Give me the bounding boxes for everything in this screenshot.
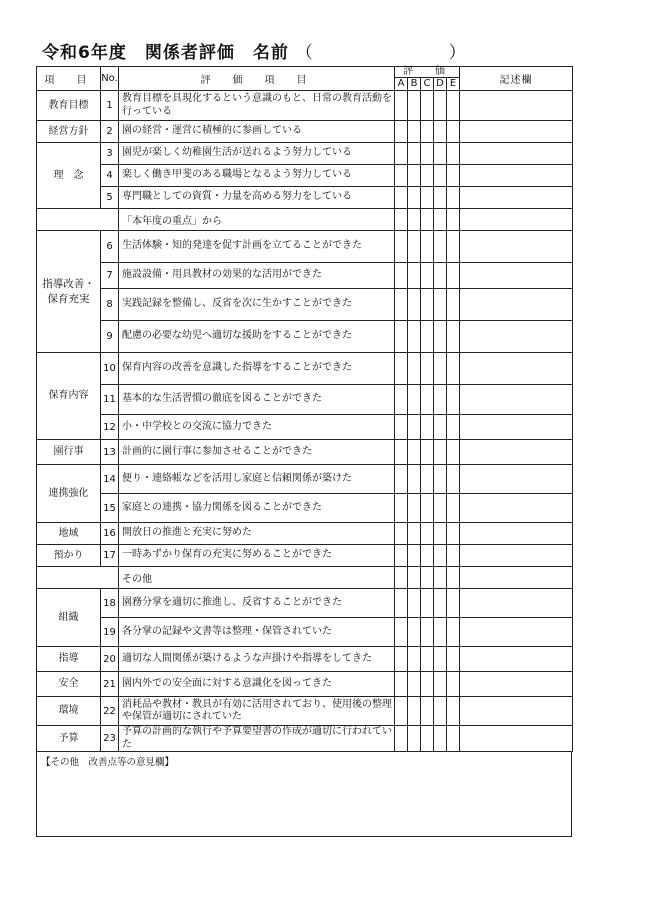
grade-a: A <box>397 78 405 89</box>
eval-cell-e[interactable] <box>447 618 460 647</box>
item-number: 4 <box>101 165 119 187</box>
eval-cell-b[interactable] <box>408 523 421 545</box>
eval-cell-a[interactable] <box>395 465 408 494</box>
item-number: 12 <box>101 415 119 440</box>
eval-cell-b[interactable] <box>408 415 421 440</box>
eval-cell-d[interactable] <box>434 415 447 440</box>
category-cell: 指導 <box>37 647 101 672</box>
eval-cell-e[interactable] <box>447 415 460 440</box>
eval-cell-a[interactable] <box>395 672 408 697</box>
section-row <box>37 209 573 231</box>
eval-cell-d[interactable] <box>434 523 447 545</box>
eval-cell <box>447 567 460 589</box>
eval-cell-d[interactable] <box>434 697 447 726</box>
memo-cell[interactable] <box>460 618 573 647</box>
eval-cell-e[interactable] <box>447 523 460 545</box>
memo-cell <box>460 567 573 589</box>
eval-cell-d[interactable] <box>434 726 447 752</box>
evaluation-body <box>37 91 573 752</box>
table-row <box>37 415 573 440</box>
memo-cell[interactable] <box>460 647 573 672</box>
section-row <box>37 567 573 589</box>
memo-cell[interactable] <box>460 289 573 321</box>
item-number: 15 <box>101 494 119 523</box>
memo-cell[interactable] <box>460 672 573 697</box>
eval-cell-a[interactable] <box>395 618 408 647</box>
item-text: 生活体験・知的発達を促す計画を立てることができた <box>119 231 395 263</box>
eval-cell-b[interactable] <box>408 545 421 567</box>
item-text: 小・中学校との交流に協力できた <box>119 415 395 440</box>
name-paren-close: ） <box>448 43 467 63</box>
eval-cell-c[interactable] <box>421 726 434 752</box>
memo-cell[interactable] <box>460 440 573 465</box>
eval-cell-c[interactable] <box>421 589 434 618</box>
eval-cell-c[interactable] <box>421 91 434 121</box>
eval-cell-a[interactable] <box>395 726 408 752</box>
memo-cell[interactable] <box>460 353 573 385</box>
eval-cell-c[interactable] <box>421 647 434 672</box>
memo-cell[interactable] <box>460 321 573 353</box>
eval-cell-c[interactable] <box>421 231 434 263</box>
eval-cell-b[interactable] <box>408 165 421 187</box>
item-text: 保育内容の改善を意識した指導をすることができた <box>119 353 395 385</box>
eval-cell-c[interactable] <box>421 165 434 187</box>
eval-cell-d[interactable] <box>434 494 447 523</box>
eval-cell-c[interactable] <box>421 143 434 165</box>
item-text: 家庭との連携・協力関係を図ることができた <box>119 494 395 523</box>
grade-b: B <box>407 78 420 90</box>
item-number: 18 <box>101 589 119 618</box>
table-row <box>37 263 573 289</box>
item-number: 1 <box>101 91 119 121</box>
item-number: 7 <box>101 263 119 289</box>
item-number: 21 <box>101 672 119 697</box>
category-cell: 預かり <box>37 545 101 567</box>
table-row <box>37 143 573 165</box>
item-text: 予算の計画的な執行や予算要望書の作成が適切に行われていた <box>119 726 395 752</box>
section-title: その他 <box>119 567 395 589</box>
table-row <box>37 353 573 385</box>
table-row <box>37 545 573 567</box>
memo-cell[interactable] <box>460 589 573 618</box>
eval-cell-a[interactable] <box>395 647 408 672</box>
eval-cell-e[interactable] <box>447 91 460 121</box>
eval-cell-d[interactable] <box>434 91 447 121</box>
item-number: 17 <box>101 545 119 567</box>
eval-cell-d[interactable] <box>434 263 447 289</box>
item-text: 各分掌の記録や文書等は整理・保管されていた <box>119 618 395 647</box>
eval-cell-d[interactable] <box>434 289 447 321</box>
other-comments-box[interactable] <box>36 752 572 837</box>
eval-cell-c[interactable] <box>421 121 434 143</box>
eval-cell-b[interactable] <box>408 465 421 494</box>
memo-cell[interactable] <box>460 697 573 726</box>
category-cell: 安全 <box>37 672 101 697</box>
eval-cell-c[interactable] <box>421 385 434 415</box>
item-text: 楽しく働き甲斐のある職場となるよう努力している <box>119 165 395 187</box>
item-text: 実践記録を整備し、反省を次に生かすことができた <box>119 289 395 321</box>
eval-cell-a[interactable] <box>395 494 408 523</box>
memo-cell[interactable] <box>460 415 573 440</box>
eval-cell-e[interactable] <box>447 353 460 385</box>
eval-cell-d[interactable] <box>434 618 447 647</box>
eval-cell-a[interactable] <box>395 289 408 321</box>
item-number: 3 <box>101 143 119 165</box>
eval-cell <box>434 209 447 231</box>
eval-cell-b[interactable] <box>408 697 421 726</box>
grade-e: E <box>446 78 459 90</box>
eval-cell-c[interactable] <box>421 321 434 353</box>
item-text: 専門職としての資質・力量を高める努力をしている <box>119 187 395 209</box>
eval-cell-e[interactable] <box>447 440 460 465</box>
eval-cell-b[interactable] <box>408 263 421 289</box>
eval-cell-d[interactable] <box>434 165 447 187</box>
category-cell: 教育目標 <box>37 91 101 121</box>
eval-cell-e[interactable] <box>447 231 460 263</box>
eval-cell <box>408 209 421 231</box>
item-number: 10 <box>101 353 119 385</box>
item-number: 6 <box>101 231 119 263</box>
eval-cell-e[interactable] <box>447 589 460 618</box>
table-row <box>37 618 573 647</box>
memo-cell[interactable] <box>460 121 573 143</box>
eval-cell-a[interactable] <box>395 143 408 165</box>
category-cell: 保育内容 <box>37 353 101 440</box>
item-number: 23 <box>101 726 119 752</box>
category-cell: 組織 <box>37 589 101 647</box>
item-text: 施設設備・用具教材の効果的な活用ができた <box>119 263 395 289</box>
eval-cell-a[interactable] <box>395 263 408 289</box>
title-main: 令和6年度 関係者評価 名前 <box>42 43 289 63</box>
item-text: 教育目標を具現化するという意識のもと、日常の教育活動を行っている <box>119 91 395 121</box>
eval-cell-a[interactable] <box>395 523 408 545</box>
eval-cell-c[interactable] <box>421 672 434 697</box>
header-item: 評 価 項 目 <box>119 67 395 91</box>
eval-cell-b[interactable] <box>408 672 421 697</box>
name-paren-open: （ <box>295 43 314 63</box>
eval-cell-a[interactable] <box>395 589 408 618</box>
memo-cell[interactable] <box>460 231 573 263</box>
eval-cell-c[interactable] <box>421 415 434 440</box>
eval-cell-c[interactable] <box>421 263 434 289</box>
item-number: 20 <box>101 647 119 672</box>
eval-cell-d[interactable] <box>434 353 447 385</box>
eval-cell-c[interactable] <box>421 440 434 465</box>
header-row <box>37 67 573 91</box>
eval-cell-c[interactable] <box>421 465 434 494</box>
eval-cell-a[interactable] <box>395 415 408 440</box>
item-number: 5 <box>101 187 119 209</box>
item-text: 園務分掌を適切に推進し、反省することができた <box>119 589 395 618</box>
eval-cell-c[interactable] <box>421 187 434 209</box>
item-number: 16 <box>101 523 119 545</box>
eval-cell-a[interactable] <box>395 121 408 143</box>
eval-cell <box>434 567 447 589</box>
eval-cell-b[interactable] <box>408 353 421 385</box>
eval-cell-b[interactable] <box>408 618 421 647</box>
item-text: 配慮の必要な幼児へ適切な援助をすることができた <box>119 321 395 353</box>
eval-cell-d[interactable] <box>434 321 447 353</box>
item-text: 園内外での安全面に対する意識化を図ってきた <box>119 672 395 697</box>
eval-cell-c[interactable] <box>421 545 434 567</box>
header-category: 項 目 <box>37 67 101 91</box>
eval-cell-e[interactable] <box>447 165 460 187</box>
eval-cell-e[interactable] <box>447 697 460 726</box>
table-row <box>37 289 573 321</box>
eval-cell-e[interactable] <box>447 726 460 752</box>
item-number: 8 <box>101 289 119 321</box>
item-text: 基本的な生活習慣の徹底を図ることができた <box>119 385 395 415</box>
table-row <box>37 165 573 187</box>
item-text: 開放日の推進と充実に努めた <box>119 523 395 545</box>
table-row <box>37 440 573 465</box>
table-row <box>37 494 573 523</box>
memo-cell[interactable] <box>460 726 573 752</box>
category-cell: 指導改善・保育充実 <box>37 231 101 353</box>
header-grades <box>395 77 459 90</box>
eval-cell-c[interactable] <box>421 494 434 523</box>
table-row <box>37 647 573 672</box>
eval-cell-e[interactable] <box>447 545 460 567</box>
eval-cell-a[interactable] <box>395 165 408 187</box>
eval-cell-e[interactable] <box>447 465 460 494</box>
eval-cell-e[interactable] <box>447 121 460 143</box>
memo-cell[interactable] <box>460 143 573 165</box>
eval-cell <box>447 209 460 231</box>
eval-cell <box>395 209 408 231</box>
eval-cell-a[interactable] <box>395 321 408 353</box>
eval-cell-b[interactable] <box>408 91 421 121</box>
header-no: No. <box>101 67 119 91</box>
table-row <box>37 321 573 353</box>
item-number: 13 <box>101 440 119 465</box>
category-cell: 連携強化 <box>37 465 101 523</box>
eval-cell-c[interactable] <box>421 353 434 385</box>
memo-cell[interactable] <box>460 165 573 187</box>
eval-cell-b[interactable] <box>408 121 421 143</box>
table-row <box>37 231 573 263</box>
eval-cell-d[interactable] <box>434 465 447 494</box>
memo-cell[interactable] <box>460 465 573 494</box>
eval-cell-a[interactable] <box>395 187 408 209</box>
grade-d: D <box>433 78 446 90</box>
table-row <box>37 589 573 618</box>
eval-cell <box>395 567 408 589</box>
eval-cell-d[interactable] <box>434 647 447 672</box>
eval-cell-a[interactable] <box>395 385 408 415</box>
item-number: 2 <box>101 121 119 143</box>
page-title <box>42 38 467 63</box>
category-cell: 地域 <box>37 523 101 545</box>
eval-cell-d[interactable] <box>434 121 447 143</box>
table-row <box>37 187 573 209</box>
item-text: 便り・連絡帳などを活用し家庭と信頼関係が築けた <box>119 465 395 494</box>
other-comments-label: 【その他 改善点等の意見欄】 <box>41 757 175 768</box>
eval-cell-b[interactable] <box>408 187 421 209</box>
memo-cell[interactable] <box>460 545 573 567</box>
memo-cell <box>460 209 573 231</box>
table-row <box>37 697 573 726</box>
table-row <box>37 726 573 752</box>
section-blank <box>37 209 119 231</box>
eval-cell-d[interactable] <box>434 143 447 165</box>
item-number: 19 <box>101 618 119 647</box>
evaluation-table <box>36 66 573 752</box>
table-row <box>37 672 573 697</box>
eval-cell-b[interactable] <box>408 589 421 618</box>
eval-cell-a[interactable] <box>395 697 408 726</box>
eval-cell-b[interactable] <box>408 321 421 353</box>
category-cell: 園行事 <box>37 440 101 465</box>
eval-cell-b[interactable] <box>408 385 421 415</box>
memo-cell[interactable] <box>460 523 573 545</box>
item-number: 22 <box>101 697 119 726</box>
eval-cell-b[interactable] <box>408 289 421 321</box>
item-number: 11 <box>101 385 119 415</box>
item-text: 園児が楽しく幼稚園生活が送れるよう努力している <box>119 143 395 165</box>
eval-cell-b[interactable] <box>408 726 421 752</box>
eval-cell-e[interactable] <box>447 647 460 672</box>
eval-cell-e[interactable] <box>447 143 460 165</box>
eval-cell-a[interactable] <box>395 545 408 567</box>
eval-cell-e[interactable] <box>447 187 460 209</box>
eval-cell-e[interactable] <box>447 321 460 353</box>
table-row <box>37 385 573 415</box>
memo-cell[interactable] <box>460 385 573 415</box>
section-title: 「本年度の重点」から <box>119 209 395 231</box>
eval-cell-c[interactable] <box>421 697 434 726</box>
eval-cell-b[interactable] <box>408 647 421 672</box>
eval-cell-e[interactable] <box>447 385 460 415</box>
memo-cell[interactable] <box>460 91 573 121</box>
eval-cell-c[interactable] <box>421 618 434 647</box>
item-text: 一時あずかり保育の充実に努めることができた <box>119 545 395 567</box>
category-cell: 環境 <box>37 697 101 726</box>
eval-cell <box>421 567 434 589</box>
memo-cell[interactable] <box>460 263 573 289</box>
item-text: 計画的に園行事に参加させることができた <box>119 440 395 465</box>
eval-cell <box>421 209 434 231</box>
category-cell: 経営方針 <box>37 121 101 143</box>
header-eval-title: 評 価 <box>403 66 451 77</box>
eval-cell-b[interactable] <box>408 494 421 523</box>
eval-cell-a[interactable] <box>395 353 408 385</box>
eval-cell-d[interactable] <box>434 385 447 415</box>
item-text: 適切な人間関係が築けるような声掛けや指導をしてきた <box>119 647 395 672</box>
item-text: 園の経営・運営に積極的に参画している <box>119 121 395 143</box>
item-number: 9 <box>101 321 119 353</box>
eval-cell-c[interactable] <box>421 523 434 545</box>
eval-cell-d[interactable] <box>434 231 447 263</box>
eval-cell-b[interactable] <box>408 143 421 165</box>
eval-cell-b[interactable] <box>408 231 421 263</box>
item-text: 消耗品や教材・教具が有効に活用されており、使用後の整理や保管が適切にされていた <box>119 697 395 726</box>
table-row <box>37 121 573 143</box>
eval-cell-e[interactable] <box>447 672 460 697</box>
eval-cell-d[interactable] <box>434 672 447 697</box>
eval-cell-d[interactable] <box>434 589 447 618</box>
grade-c: C <box>420 78 433 90</box>
eval-cell-d[interactable] <box>434 440 447 465</box>
eval-cell-a[interactable] <box>395 231 408 263</box>
eval-cell-d[interactable] <box>434 187 447 209</box>
eval-cell-d[interactable] <box>434 545 447 567</box>
table-row <box>37 523 573 545</box>
header-eval <box>395 67 460 91</box>
eval-cell-c[interactable] <box>421 289 434 321</box>
eval-cell-e[interactable] <box>447 289 460 321</box>
eval-cell <box>408 567 421 589</box>
table-row <box>37 91 573 121</box>
eval-cell-e[interactable] <box>447 263 460 289</box>
category-cell: 予算 <box>37 726 101 752</box>
memo-cell[interactable] <box>460 187 573 209</box>
header-memo: 記述欄 <box>460 67 573 91</box>
item-number: 14 <box>101 465 119 494</box>
table-row <box>37 465 573 494</box>
eval-cell-e[interactable] <box>447 494 460 523</box>
eval-cell-a[interactable] <box>395 91 408 121</box>
memo-cell[interactable] <box>460 494 573 523</box>
category-cell: 理 念 <box>37 143 101 209</box>
eval-cell-b[interactable] <box>408 440 421 465</box>
section-blank <box>37 567 119 589</box>
eval-cell-a[interactable] <box>395 440 408 465</box>
